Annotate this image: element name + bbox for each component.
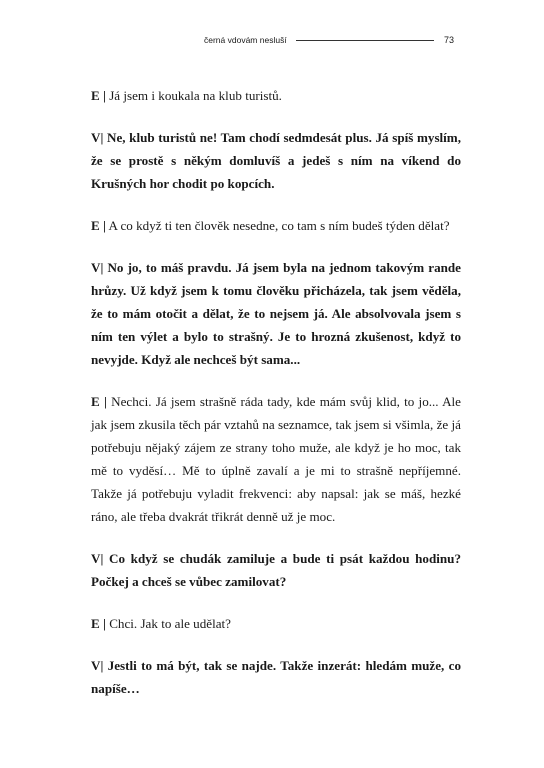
- speaker-separator: |: [100, 130, 104, 145]
- speaker-separator: |: [103, 88, 106, 103]
- speaker-label: V: [91, 658, 101, 673]
- speaker-separator: |: [104, 394, 107, 409]
- dialogue-text: Nechci. Já jsem strašně ráda tady, kde mám svůj klid, to jo... Ale jak jsem zkusila těch pár vztahů na seznamce, tak jsem si všimla, že já potřebuju nějaký zájem ze strany toho muže, ale když je ho moc, tak mě to vyděsí… Mě to úplně zavalí a je mi to strašně nepříjemné. Takže já potřebuju vyladit frekvenci: aby napsal: jak se máš, hezké ráno, ale třeba dvakrát třikrát denně už je moc.: [91, 394, 461, 524]
- speaker-label: E: [91, 616, 100, 631]
- dialogue-paragraph-7: [91, 612, 461, 635]
- dialogue-text: Chci. Jak to ale udělat?: [109, 616, 231, 631]
- speaker-label: E: [91, 394, 100, 409]
- dialogue-text: Co když se chudák zamiluje a bude ti psát každou hodinu? Počkej a chceš se vůbec zamilovat?: [91, 551, 461, 589]
- dialogue-text: Ne, klub turistů ne! Tam chodí sedmdesát plus. Já spíš myslím, že se prostě s někým domluvíš a jedeš s ním na víkend do Krušných hor chodit po kopcích.: [91, 130, 461, 191]
- speaker-separator: |: [100, 658, 104, 673]
- dialogue-paragraph-4: [91, 256, 461, 371]
- dialogue-text: Já jsem i koukala na klub turistů.: [109, 88, 282, 103]
- speaker-label: V: [91, 130, 101, 145]
- page-number: 73: [443, 35, 454, 45]
- speaker-label: E: [91, 88, 100, 103]
- speaker-label: V: [91, 551, 101, 566]
- speaker-label: E: [91, 218, 100, 233]
- speaker-label: V: [91, 260, 101, 275]
- running-header: [204, 33, 454, 47]
- dialogue-paragraph-8: [91, 654, 461, 700]
- speaker-separator: |: [100, 260, 104, 275]
- dialogue-paragraph-6: [91, 547, 461, 593]
- dialogue-body: [91, 84, 461, 719]
- speaker-separator: |: [100, 551, 104, 566]
- speaker-separator: |: [103, 218, 106, 233]
- dialogue-text: A co když ti ten člověk nesedne, co tam s ním budeš týden dělat?: [108, 218, 450, 233]
- running-header-title: černá vdovám nesluší: [204, 35, 287, 45]
- dialogue-paragraph-5: [91, 390, 461, 528]
- dialogue-paragraph-1: [91, 84, 461, 107]
- dialogue-text: No jo, to máš pravdu. Já jsem byla na jednom takovým rande hrůzy. Už když jsem k tomu člověku přicházela, tak jsem věděla, že to mám otočit a dělat, že to nejsem já. Ale absolvovala jsem s ním ten výlet a bylo to strašný. Je to hrozná zkušenost, když to nevyjde. Když ale nechceš být sama...: [91, 260, 461, 367]
- dialogue-paragraph-2: [91, 126, 461, 195]
- speaker-separator: |: [103, 616, 106, 631]
- header-rule: [296, 40, 434, 41]
- dialogue-paragraph-3: [91, 214, 461, 237]
- dialogue-text: Jestli to má být, tak se najde. Takže inzerát: hledám muže, co napíše…: [91, 658, 462, 696]
